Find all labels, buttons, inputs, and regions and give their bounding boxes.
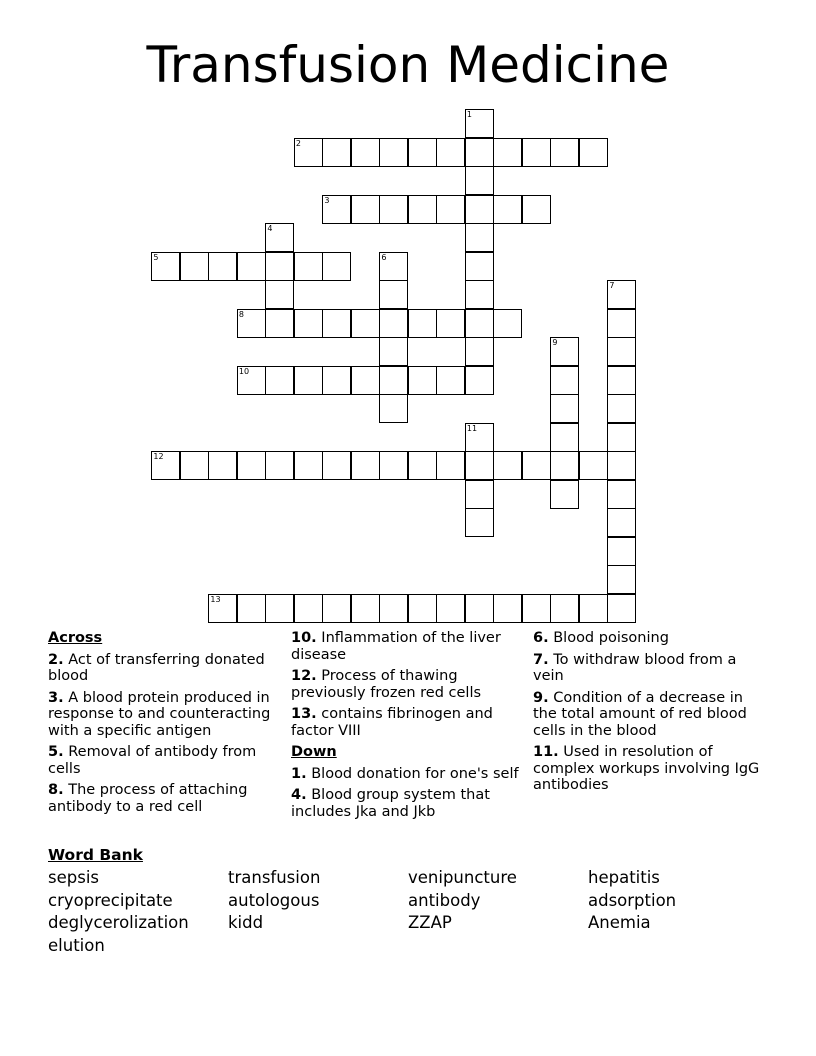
word-bank-item: deglycerolization <box>48 913 189 932</box>
clue-text: Act of transferring donated blood <box>48 651 265 684</box>
grid-cell[interactable] <box>607 594 636 623</box>
clue-item <box>48 652 276 685</box>
clue-number: 4. <box>291 787 307 803</box>
grid-cell[interactable] <box>294 138 323 167</box>
grid-cell[interactable] <box>607 309 636 338</box>
grid-cell[interactable] <box>436 195 465 224</box>
clue-text: Blood group system that includes Jka and Jkb <box>291 787 490 820</box>
cell-number: 4 <box>267 224 273 234</box>
clue-text: Condition of a decrease in the total amount of red blood cells in the blood <box>533 689 747 739</box>
grid-cell[interactable] <box>408 366 437 395</box>
grid-cell[interactable] <box>322 195 351 224</box>
clue-text: Blood donation for one's self <box>306 765 519 782</box>
word-bank-item: venipuncture <box>408 868 517 887</box>
grid-cell[interactable] <box>265 594 294 623</box>
grid-cell[interactable] <box>579 138 608 167</box>
grid-cell[interactable] <box>322 252 351 281</box>
cell-number: 3 <box>324 195 330 205</box>
grid-cell[interactable] <box>607 366 636 395</box>
grid-cell[interactable] <box>408 451 437 480</box>
grid-cell[interactable] <box>322 309 351 338</box>
grid-cell[interactable] <box>465 594 494 623</box>
clue-item <box>48 690 276 740</box>
across-heading: Across <box>48 630 103 646</box>
grid-cell[interactable] <box>550 594 579 623</box>
grid-cell[interactable] <box>579 451 608 480</box>
grid-cell[interactable] <box>265 366 294 395</box>
grid-cell[interactable] <box>522 195 551 224</box>
grid-cell[interactable] <box>408 195 437 224</box>
grid-cell[interactable] <box>151 252 180 281</box>
word-bank-item: hepatitis <box>588 868 660 887</box>
clue-item <box>291 668 519 701</box>
clue-item <box>291 766 519 783</box>
grid-cell[interactable] <box>237 252 266 281</box>
grid-cell[interactable] <box>607 337 636 366</box>
clue-text: Inflammation of the liver disease <box>291 630 501 663</box>
grid-cell[interactable] <box>493 309 522 338</box>
clue-number: 13. <box>291 706 317 722</box>
grid-cell[interactable] <box>436 366 465 395</box>
grid-cell[interactable] <box>180 451 209 480</box>
grid-cell[interactable] <box>294 594 323 623</box>
clue-item <box>291 787 519 820</box>
grid-cell[interactable] <box>408 138 437 167</box>
grid-cell[interactable] <box>607 280 636 309</box>
clue-number: 10. <box>291 630 317 646</box>
grid-cell[interactable] <box>265 309 294 338</box>
grid-cell[interactable] <box>607 537 636 566</box>
word-bank-item: autologous <box>228 890 320 910</box>
cell-number: 8 <box>238 309 244 319</box>
clue-item <box>291 630 519 663</box>
grid-cell[interactable] <box>465 252 494 281</box>
grid-cell[interactable] <box>408 309 437 338</box>
grid-cell[interactable] <box>493 138 522 167</box>
grid-cell[interactable] <box>465 366 494 395</box>
cell-number: 5 <box>153 252 159 262</box>
grid-cell[interactable] <box>436 138 465 167</box>
cell-number: 11 <box>466 423 478 433</box>
grid-cell[interactable] <box>465 166 494 195</box>
grid-cell[interactable] <box>493 451 522 480</box>
cell-number: 1 <box>466 110 472 120</box>
clue-number: 9. <box>533 689 549 706</box>
grid-cell[interactable] <box>522 451 551 480</box>
grid-cell[interactable] <box>550 394 579 423</box>
grid-cell[interactable] <box>550 337 579 366</box>
grid-cell[interactable] <box>379 195 408 224</box>
grid-cell[interactable] <box>208 252 237 281</box>
grid-cell[interactable] <box>294 252 323 281</box>
grid-cell[interactable] <box>607 423 636 452</box>
clue-text: To withdraw blood from a vein <box>533 651 737 684</box>
clue-text: contains fibrinogen and factor VIII <box>291 706 493 739</box>
grid-cell[interactable] <box>579 594 608 623</box>
grid-cell[interactable] <box>351 366 380 395</box>
clue-item <box>533 690 761 740</box>
word-bank-item: elution <box>48 935 105 955</box>
grid-cell[interactable] <box>607 451 636 480</box>
word-bank-item: sepsis <box>48 868 99 887</box>
grid-cell[interactable] <box>607 565 636 594</box>
grid-cell[interactable] <box>322 594 351 623</box>
clue-text: A blood protein produced in response to and counteracting with a specific antigen <box>48 689 271 739</box>
clue-item <box>533 744 761 794</box>
grid-cell[interactable] <box>379 252 408 281</box>
grid-cell[interactable] <box>265 280 294 309</box>
grid-cell[interactable] <box>465 309 494 338</box>
word-bank-item: ZZAP <box>408 913 452 932</box>
grid-cell[interactable] <box>379 138 408 167</box>
clue-number: 1. <box>291 765 307 782</box>
word-bank-item: cryoprecipitate <box>48 890 173 910</box>
clue-item <box>291 706 519 739</box>
clues-column-3 <box>533 630 761 799</box>
word-bank-heading: Word Bank <box>48 846 143 864</box>
grid-cell[interactable] <box>379 309 408 338</box>
clue-number: 8. <box>48 782 64 798</box>
clue-text: The process of attaching antibody to a red cell <box>48 782 248 815</box>
cell-number: 9 <box>552 338 558 348</box>
word-bank-item: kidd <box>228 913 264 932</box>
grid-cell[interactable] <box>351 594 380 623</box>
clue-item <box>48 782 276 815</box>
grid-cell[interactable] <box>607 508 636 537</box>
grid-cell[interactable] <box>237 366 266 395</box>
grid-cell[interactable] <box>208 594 237 623</box>
grid-cell[interactable] <box>465 195 494 224</box>
grid-cell[interactable] <box>294 451 323 480</box>
word-bank-item: antibody <box>408 890 481 910</box>
grid-cell[interactable] <box>208 451 237 480</box>
clue-item <box>48 744 276 777</box>
grid-cell[interactable] <box>408 594 437 623</box>
grid-cell[interactable] <box>465 109 494 138</box>
grid-cell[interactable] <box>436 309 465 338</box>
grid-cell[interactable] <box>351 195 380 224</box>
grid-cell[interactable] <box>522 138 551 167</box>
grid-cell[interactable] <box>351 451 380 480</box>
grid-cell[interactable] <box>180 252 209 281</box>
clues-column-2 <box>291 630 519 825</box>
cell-number: 10 <box>238 366 250 376</box>
grid-cell[interactable] <box>607 480 636 509</box>
grid-cell[interactable] <box>465 138 494 167</box>
clue-number: 7. <box>533 651 549 668</box>
grid-cell[interactable] <box>351 138 380 167</box>
cell-number: 13 <box>210 594 221 604</box>
grid-cell[interactable] <box>294 309 323 338</box>
grid-cell[interactable] <box>550 480 579 509</box>
grid-cell[interactable] <box>379 394 408 423</box>
grid-cell[interactable] <box>493 195 522 224</box>
grid-cell[interactable] <box>265 451 294 480</box>
clue-number: 12. <box>291 668 317 684</box>
grid-cell[interactable] <box>465 451 494 480</box>
grid-cell[interactable] <box>379 594 408 623</box>
grid-cell[interactable] <box>151 451 180 480</box>
clue-number: 3. <box>48 689 64 706</box>
grid-cell[interactable] <box>379 366 408 395</box>
clue-text: Removal of antibody from cells <box>48 744 257 777</box>
grid-cell[interactable] <box>379 451 408 480</box>
grid-cell[interactable] <box>436 451 465 480</box>
grid-cell[interactable] <box>465 337 494 366</box>
grid-cell[interactable] <box>322 138 351 167</box>
clue-text: Blood poisoning <box>548 630 669 646</box>
grid-cell[interactable] <box>465 223 494 252</box>
grid-cell[interactable] <box>351 309 380 338</box>
grid-cell[interactable] <box>436 594 465 623</box>
grid-cell[interactable] <box>550 138 579 167</box>
grid-cell[interactable] <box>493 594 522 623</box>
grid-cell[interactable] <box>465 423 494 452</box>
down-heading: Down <box>291 744 337 760</box>
cell-number: 12 <box>153 452 164 462</box>
grid-cell[interactable] <box>379 337 408 366</box>
cell-number: 7 <box>609 281 615 291</box>
clue-number: 5. <box>48 744 64 760</box>
clue-item <box>533 630 761 647</box>
grid-cell[interactable] <box>522 594 551 623</box>
grid-cell[interactable] <box>465 280 494 309</box>
grid-cell[interactable] <box>465 508 494 537</box>
clue-number: 6. <box>533 630 549 646</box>
grid-cell[interactable] <box>379 280 408 309</box>
word-bank-item: adsorption <box>588 890 677 910</box>
grid-cell[interactable] <box>322 451 351 480</box>
grid-cell[interactable] <box>265 223 294 252</box>
clue-number: 2. <box>48 651 64 668</box>
grid-cell[interactable] <box>294 366 323 395</box>
clue-number: 11. <box>533 744 559 760</box>
word-bank-item: Anemia <box>588 913 651 932</box>
word-bank-item: transfusion <box>228 868 321 887</box>
grid-cell[interactable] <box>550 451 579 480</box>
clue-text: Used in resolution of complex workups involving IgG antibodies <box>533 744 760 793</box>
clue-text: Process of thawing previously frozen red cells <box>291 668 482 701</box>
clues-column-1 <box>48 630 276 820</box>
cell-number: 2 <box>295 138 301 148</box>
grid-cell[interactable] <box>550 366 579 395</box>
grid-cell[interactable] <box>550 423 579 452</box>
grid-cell[interactable] <box>465 480 494 509</box>
grid-cell[interactable] <box>237 309 266 338</box>
grid-cell[interactable] <box>607 394 636 423</box>
grid-cell[interactable] <box>322 366 351 395</box>
clue-item <box>533 652 761 685</box>
grid-cell[interactable] <box>237 451 266 480</box>
page-title: Transfusion Medicine <box>146 36 670 94</box>
grid-cell[interactable] <box>265 252 294 281</box>
grid-cell[interactable] <box>237 594 266 623</box>
cell-number: 6 <box>381 252 387 262</box>
